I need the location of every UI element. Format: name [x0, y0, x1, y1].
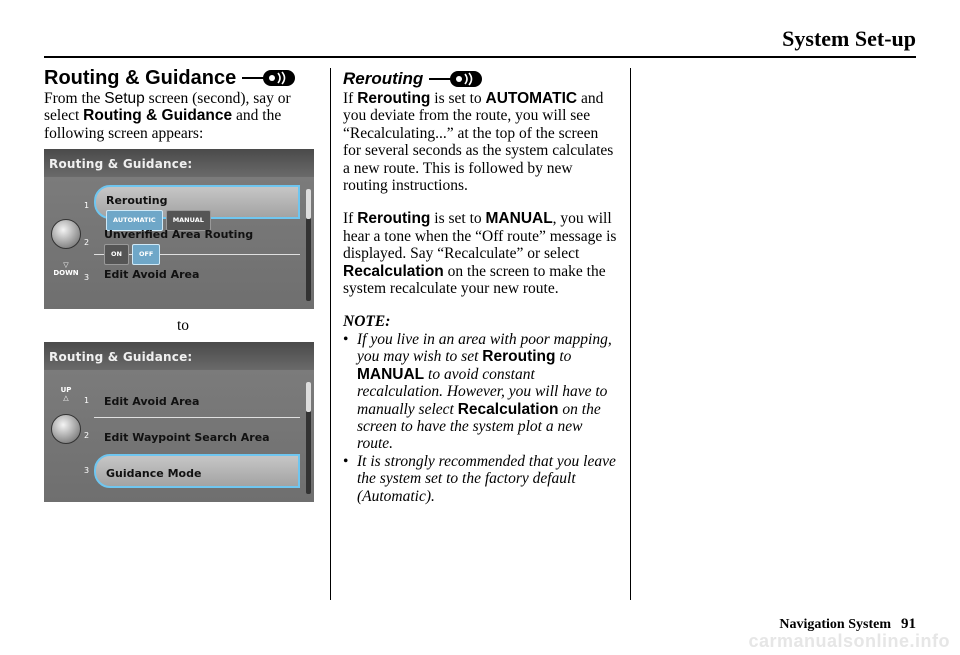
option-off[interactable]: OFF	[132, 244, 160, 265]
item-number: 1	[84, 201, 90, 211]
manual-term: MANUAL	[357, 365, 425, 383]
page-number: 91	[901, 616, 916, 632]
up-label: UP △	[60, 385, 72, 402]
note-item: • It is strongly recommended that you leave the system set to the factory default (Automatic).	[343, 453, 619, 505]
automatic-term: AUTOMATIC	[485, 90, 578, 107]
menu-item-rerouting[interactable]	[94, 185, 300, 224]
column-divider-right	[630, 68, 631, 600]
option-on[interactable]: ON	[104, 244, 129, 265]
paragraph-automatic: If Rerouting is set to AUTOMATIC and you deviate from the route, you will see “Recalculating...” at the top of the screen for several seconds as the system calculates a new route. This is followed by new routing instructions.	[343, 90, 614, 195]
recalculation-term: Recalculation	[457, 400, 559, 418]
joystick-knob-icon	[51, 219, 81, 249]
menu-item-label: Rerouting	[106, 194, 168, 208]
option-automatic[interactable]: AUTOMATIC	[106, 210, 163, 231]
recalculation-term: Recalculation	[343, 262, 444, 280]
to-word: to	[176, 317, 190, 335]
section-heading-text: Routing & Guidance	[44, 67, 237, 89]
rerouting-term: Rerouting	[357, 210, 431, 228]
routing-guidance-term: Routing & Guidance	[83, 107, 233, 125]
voice-command-icon	[429, 70, 483, 88]
left-column	[44, 66, 322, 502]
note-list	[343, 331, 619, 505]
scrollbar[interactable]	[306, 189, 311, 301]
voice-command-icon	[242, 69, 296, 87]
page-title: System Set-up	[782, 26, 916, 51]
screen-routing-guidance-2	[44, 342, 314, 502]
menu-item-edit-avoid-area[interactable]	[94, 261, 300, 295]
menu-item-edit-avoid-area[interactable]	[94, 384, 300, 418]
column-divider-left	[330, 68, 331, 600]
option-manual[interactable]: MANUAL	[166, 210, 211, 231]
menu-item-label: Edit Avoid Area	[104, 394, 200, 408]
screen-title: Routing & Guidance:	[44, 149, 314, 177]
watermark: carmanualsonline.info	[748, 631, 950, 651]
item-number: 2	[84, 238, 90, 248]
down-label: ▽ DOWN	[53, 261, 79, 278]
item-number: 2	[84, 430, 90, 440]
section-heading	[44, 66, 322, 90]
subsection-heading-text: Rerouting	[343, 69, 424, 88]
item-number: 1	[84, 395, 90, 405]
footer-label: Navigation System	[779, 617, 891, 632]
screen-routing-guidance-1	[44, 149, 314, 309]
item-number: 3	[84, 465, 90, 475]
menu-item-edit-waypoint-search-area[interactable]	[94, 420, 300, 454]
rerouting-term: Rerouting	[357, 90, 431, 107]
right-column	[343, 69, 619, 505]
header-rule	[44, 56, 916, 58]
setup-term: Setup	[104, 90, 145, 107]
scrollbar[interactable]	[306, 382, 311, 494]
menu-item-label: Unverified Area Routing	[104, 228, 254, 242]
screen-title: Routing & Guidance:	[44, 342, 314, 370]
menu-item-unverified-area-routing[interactable]	[94, 221, 300, 258]
joystick-knob-icon	[51, 414, 81, 444]
subsection-heading	[343, 69, 619, 89]
item-number: 3	[84, 273, 90, 283]
paragraph-manual: If Rerouting is set to MANUAL, you will hear a tone when the “Off route” message is displayed. Say “Recalculate” or select Recalculation on the screen to make the system recalculate your new route.	[343, 210, 617, 298]
menu-item-label: Guidance Mode	[106, 466, 202, 480]
menu-item-label: Edit Avoid Area	[104, 268, 200, 282]
manual-term: MANUAL	[485, 210, 553, 228]
note-title: NOTE:	[343, 313, 391, 331]
menu-item-label: Edit Waypoint Search Area	[104, 430, 270, 444]
menu-item-guidance-mode[interactable]	[94, 454, 300, 488]
note-item: • If you live in an area with poor mapping, you may wish to set Rerouting to MANUAL to avoid constant recalculation. However, you will have to manually select Recalculation on the screen to have the system plot a new route.	[343, 331, 619, 453]
intro-paragraph: From the Setup screen (second), say or select Routing & Guidance and the following screen appears:	[44, 90, 291, 142]
rerouting-term: Rerouting	[482, 348, 556, 366]
